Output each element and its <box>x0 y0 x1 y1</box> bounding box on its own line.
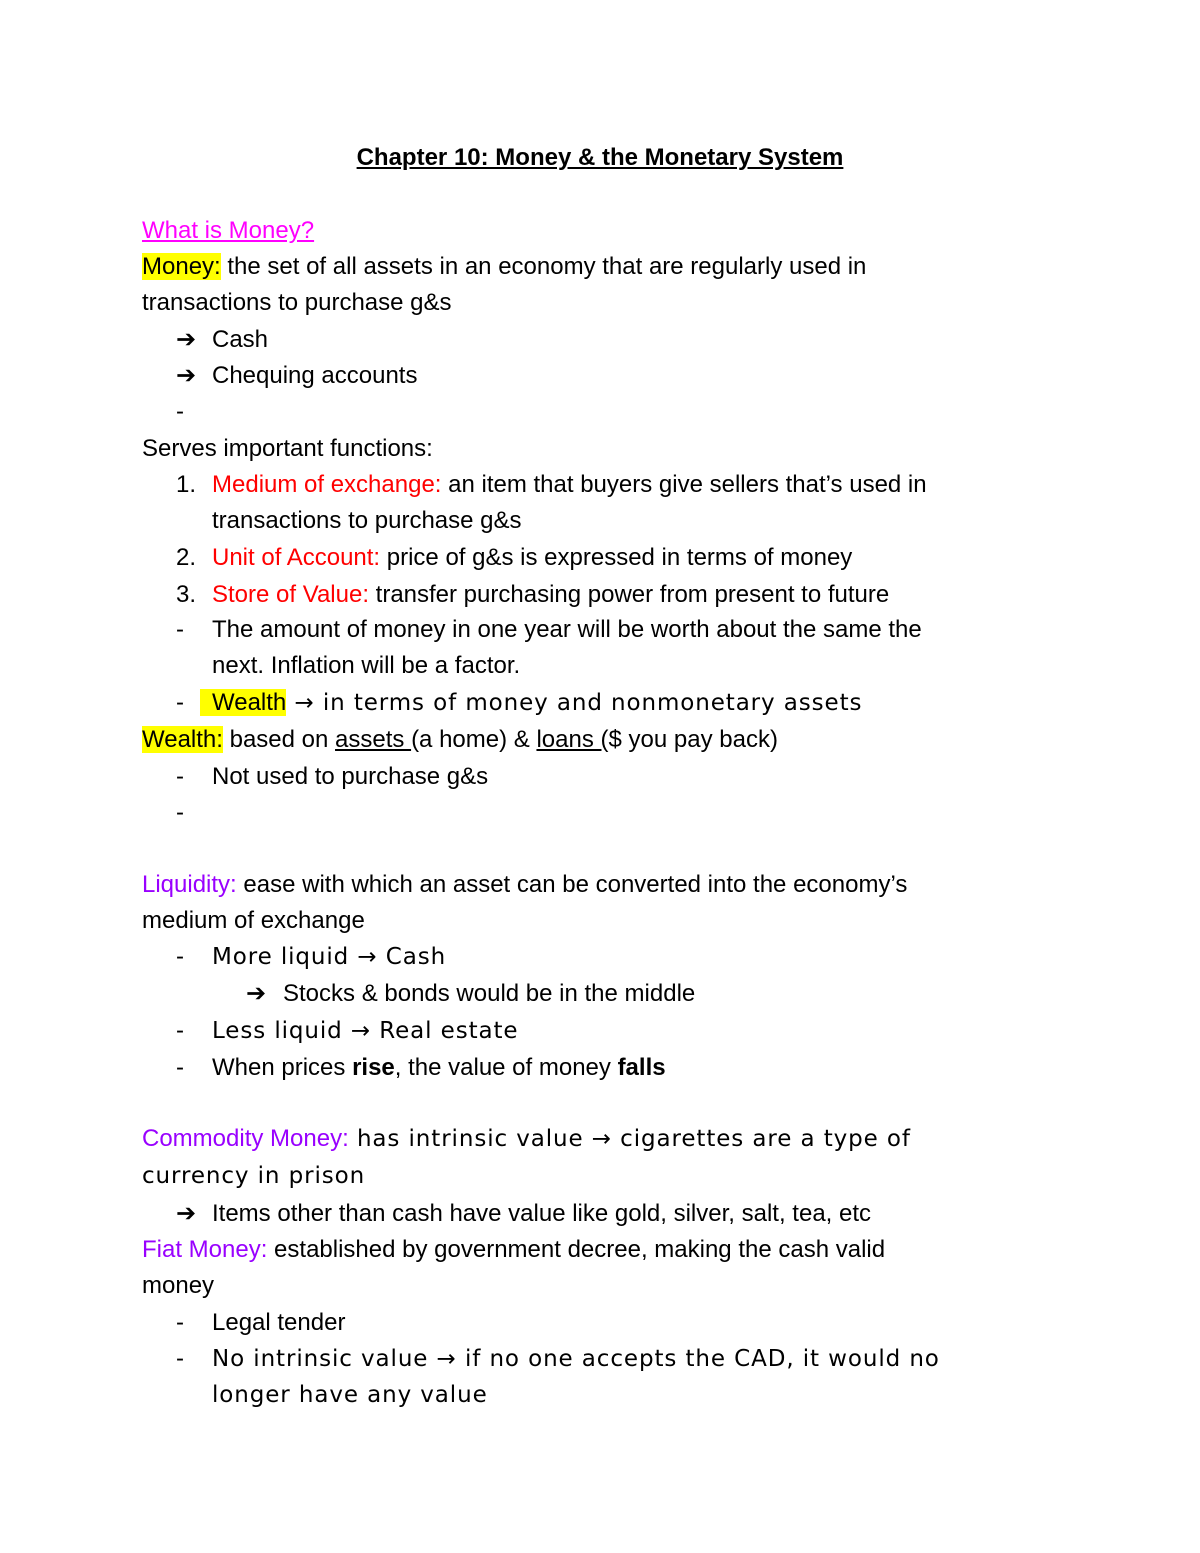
unit-term: Unit of Account: <box>212 544 381 571</box>
arrow-bullet-icon: ➔ <box>176 362 197 389</box>
arrow-bullet-icon: ➔ <box>176 1200 197 1227</box>
store-definition: transfer purchasing power from present to future <box>368 581 890 608</box>
list-number: 1. <box>176 471 197 498</box>
list-item-chequing: Chequing accounts <box>212 362 418 389</box>
money-definition: the set of all assets in an economy that are regularly used in <box>220 253 867 280</box>
legal-tender: Legal tender <box>212 1309 346 1336</box>
assets-text: assets <box>335 726 412 753</box>
wealth-based-on: based on <box>222 726 336 753</box>
unit-definition: price of g&s is expressed in terms of money <box>380 544 853 571</box>
no-intrinsic-line-1: No intrinsic value → if no one accepts the CAD, it would no <box>212 1346 940 1372</box>
wealth-definition <box>142 725 778 755</box>
function-medium-line-1 <box>212 470 927 500</box>
dash-bullet: - <box>176 1345 184 1372</box>
less-liquid: Less liquid → Real estate <box>212 1018 519 1044</box>
dash-bullet: - <box>176 1017 184 1044</box>
fiat-definition-line-1 <box>142 1235 885 1265</box>
dash-bullet: - <box>176 943 184 970</box>
arrow-bullet-icon: ➔ <box>246 980 267 1007</box>
stocks-bonds: Stocks & bonds would be in the middle <box>283 980 696 1007</box>
rise-bold: rise <box>352 1054 395 1081</box>
function-store <box>212 580 889 610</box>
section-heading-what-is-money: What is Money? <box>142 217 315 244</box>
prices-rise-note <box>212 1053 666 1083</box>
liquidity-term: Liquidity: <box>142 871 237 898</box>
list-number: 2. <box>176 544 197 571</box>
commodity-term: Commodity Money: <box>142 1125 349 1152</box>
amount-note-line-2: next. Inflation will be a factor. <box>212 652 521 679</box>
prices-when: When prices <box>212 1054 353 1081</box>
medium-term: Medium of exchange: <box>212 471 442 498</box>
falls-bold: falls <box>617 1054 666 1081</box>
medium-definition: an item that buyers give sellers that’s used in <box>441 471 927 498</box>
loans-rest: $ you pay back) <box>608 726 778 753</box>
fiat-term: Fiat Money: <box>142 1236 268 1263</box>
money-definition-line-1 <box>142 252 866 282</box>
amount-note-line-1: The amount of money in one year will be worth about the same the <box>212 616 922 643</box>
assets-paren: (a home) & <box>411 726 537 753</box>
function-medium-line-2: transactions to purchase g&s <box>212 507 522 534</box>
store-term: Store of Value: <box>212 581 369 608</box>
wealth-note-text: → in terms of money and nonmonetary assets <box>286 690 863 716</box>
no-intrinsic-line-2: longer have any value <box>212 1382 488 1408</box>
liquidity-definition: ease with which an asset can be converted into the economy’s <box>236 871 908 898</box>
commodity-definition-line-1 <box>142 1124 911 1154</box>
liquidity-definition-line-1 <box>142 870 907 900</box>
value-of-money: , the value of money <box>394 1054 618 1081</box>
function-unit <box>212 543 852 573</box>
dash-bullet: - <box>176 398 184 425</box>
dash-bullet: - <box>176 799 184 826</box>
arrow-bullet-icon: ➔ <box>176 326 197 353</box>
wealth-not-used: Not used to purchase g&s <box>212 763 489 790</box>
fiat-definition-line-2: money <box>142 1272 215 1299</box>
more-liquid: More liquid → Cash <box>212 944 447 970</box>
list-item-cash: Cash <box>212 326 269 353</box>
dash-bullet: - <box>176 763 184 790</box>
dash-bullet: - <box>176 1309 184 1336</box>
wealth-term: Wealth: <box>142 726 223 753</box>
page-title: Chapter 10: Money & the Monetary System <box>356 144 844 171</box>
wealth-highlight: Wealth <box>200 689 286 716</box>
wealth-note <box>200 688 862 718</box>
commodity-definition-line-2: currency in prison <box>142 1163 366 1189</box>
money-term: Money: <box>142 253 221 280</box>
dash-bullet: - <box>176 616 184 643</box>
functions-intro: Serves important functions: <box>142 435 433 462</box>
commodity-items: Items other than cash have value like gold, silver, salt, tea, etc <box>212 1200 872 1227</box>
dash-bullet: - <box>176 1054 184 1081</box>
liquidity-definition-line-2: medium of exchange <box>142 907 365 934</box>
list-number: 3. <box>176 581 197 608</box>
dash-bullet: - <box>176 689 184 716</box>
commodity-definition: has intrinsic value → cigarettes are a type of <box>348 1126 911 1152</box>
money-definition-line-2: transactions to purchase g&s <box>142 289 452 316</box>
loans-text: loans ( <box>536 726 609 753</box>
fiat-definition: established by government decree, making the cash valid <box>267 1236 886 1263</box>
